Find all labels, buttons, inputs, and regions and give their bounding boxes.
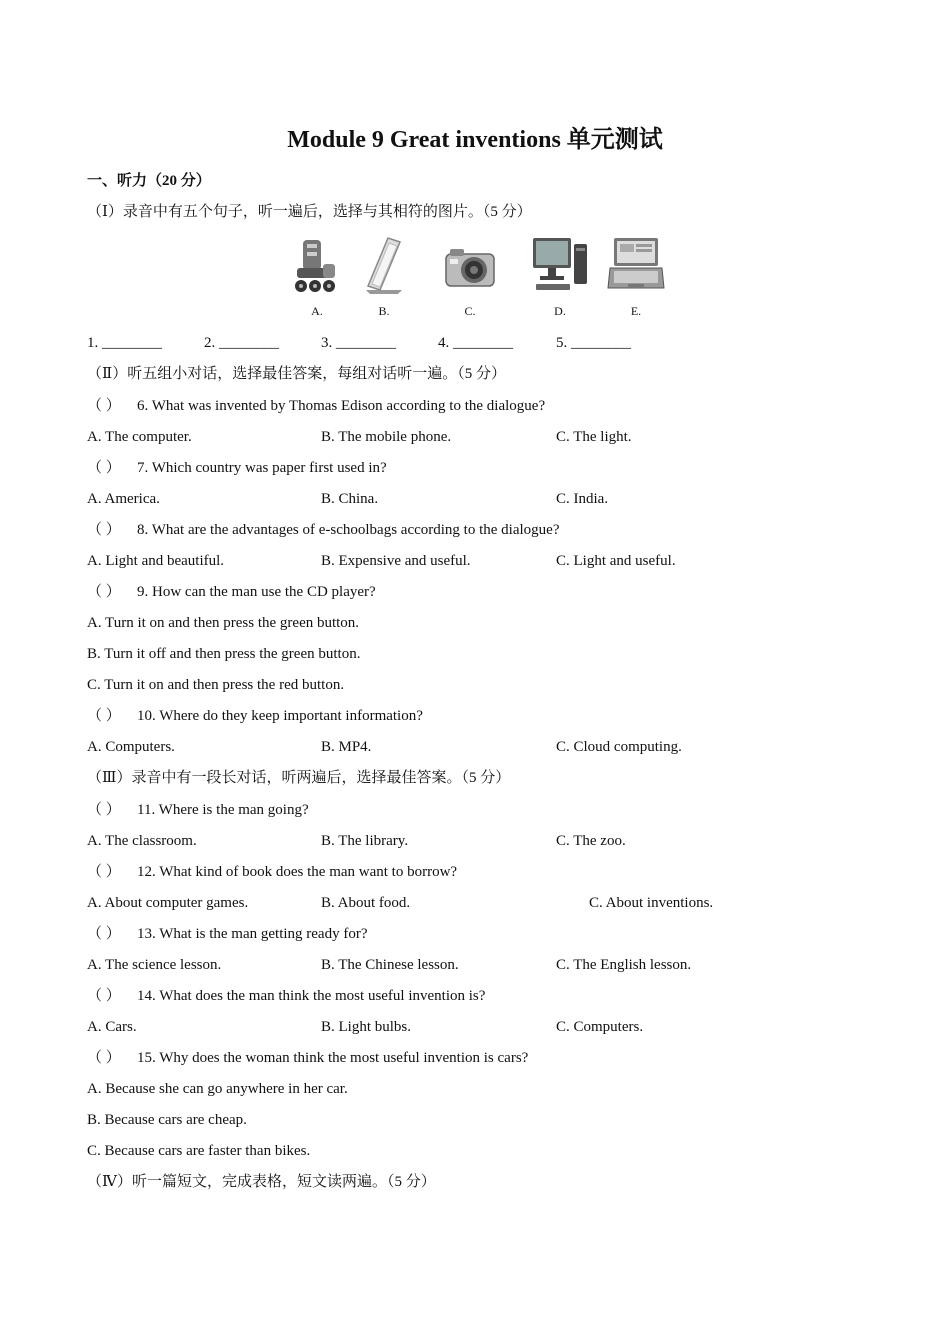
- option-7a: A. America.: [87, 491, 160, 507]
- part1-instruction: （Ⅰ）录音中有五个句子，听一遍后，选择与其相符的图片。（5 分）: [87, 204, 532, 220]
- option-7c: C. India.: [556, 491, 609, 507]
- answer-blank-1[interactable]: 1. ________: [87, 335, 162, 351]
- answer-blank-2[interactable]: 2. ________: [204, 335, 279, 351]
- question-10: [87, 706, 423, 726]
- option-8a: A. Light and beautiful.: [87, 553, 225, 569]
- option-13c: C. The English lesson.: [556, 957, 692, 973]
- picture-c-label: C.: [464, 304, 476, 318]
- answer-blank-5[interactable]: 5. ________: [556, 335, 631, 351]
- question-7: [87, 458, 387, 478]
- question-12: [87, 862, 457, 882]
- question-11-text: 11. Where is the man going?: [137, 802, 309, 818]
- option-10b: B. MP4.: [321, 739, 372, 755]
- picture-a-label: A.: [311, 304, 323, 318]
- picture-options: [287, 234, 677, 318]
- option-10c: C. Cloud computing.: [556, 739, 682, 755]
- page-title: Module 9 Great inventions 单元测试: [287, 127, 663, 153]
- option-11b: B. The library.: [321, 833, 409, 849]
- question-6: [87, 396, 545, 416]
- option-9c: C. Turn it on and then press the red button.: [87, 677, 345, 693]
- option-6a: A. The computer.: [87, 429, 192, 445]
- answer-blank-3[interactable]: 3. ________: [321, 335, 396, 351]
- option-14a: A. Cars.: [87, 1019, 137, 1035]
- option-9b: B. Turn it off and then press the green button.: [87, 646, 361, 662]
- option-8c: C. Light and useful.: [556, 553, 676, 569]
- question-15: [87, 1048, 528, 1068]
- question-13: [87, 924, 368, 944]
- question-6-text: 6. What was invented by Thomas Edison according to the dialogue?: [137, 398, 546, 414]
- option-15c: C. Because cars are faster than bikes.: [87, 1143, 311, 1159]
- option-12b: B. About food.: [321, 895, 411, 911]
- option-14c: C. Computers.: [556, 1019, 644, 1035]
- answer-paren-10[interactable]: （ ）: [87, 708, 121, 724]
- question-14-text: 14. What does the man think the most useful invention is?: [137, 988, 486, 1004]
- answer-paren-6[interactable]: （ ）: [87, 398, 121, 414]
- question-8-text: 8. What are the advantages of e-schoolbags according to the dialogue?: [137, 522, 560, 538]
- question-13-text: 13. What is the man getting ready for?: [137, 926, 368, 942]
- roller-skates-icon: [287, 234, 347, 298]
- picture-b-label: B.: [378, 304, 390, 318]
- answer-blank-4[interactable]: 4. ________: [438, 335, 513, 351]
- option-10a: A. Computers.: [87, 739, 175, 755]
- option-7b: B. China.: [321, 491, 379, 507]
- option-9a: A. Turn it on and then press the green button.: [87, 615, 360, 631]
- answer-paren-7[interactable]: （ ）: [87, 460, 121, 476]
- answer-paren-8[interactable]: （ ）: [87, 522, 121, 538]
- question-14: [87, 986, 485, 1006]
- option-11a: A. The classroom.: [87, 833, 197, 849]
- part4-instruction: （Ⅳ）听一篇短文，完成表格，短文读两遍。（5 分）: [87, 1174, 436, 1190]
- option-15b: B. Because cars are cheap.: [87, 1112, 247, 1128]
- question-12-text: 12. What kind of book does the man want to borrow?: [137, 864, 458, 880]
- picture-e-label: E.: [630, 304, 642, 318]
- picture-d: [530, 234, 590, 318]
- option-6c: C. The light.: [556, 429, 632, 445]
- option-6b: B. The mobile phone.: [321, 429, 452, 445]
- picture-b: [354, 234, 414, 318]
- section-heading-listening: 一、听力（20 分）: [87, 173, 211, 189]
- option-13b: B. The Chinese lesson.: [321, 957, 459, 973]
- question-8: [87, 520, 559, 540]
- option-14b: B. Light bulbs.: [321, 1019, 412, 1035]
- question-11: [87, 800, 309, 820]
- option-8b: B. Expensive and useful.: [321, 553, 471, 569]
- option-13a: A. The science lesson.: [87, 957, 222, 973]
- answer-paren-12[interactable]: （ ）: [87, 864, 121, 880]
- desktop-computer-icon: [530, 234, 590, 298]
- mobile-phone-icon: [354, 234, 414, 298]
- option-11c: C. The zoo.: [556, 833, 626, 849]
- picture-e: [606, 234, 666, 318]
- part2-instruction: （Ⅱ）听五组小对话，选择最佳答案，每组对话听一遍。（5 分）: [87, 366, 506, 382]
- option-12a: A. About computer games.: [87, 895, 249, 911]
- picture-d-label: D.: [554, 304, 566, 318]
- answer-paren-13[interactable]: （ ）: [87, 926, 121, 942]
- question-9: [87, 582, 376, 602]
- option-15a: A. Because she can go anywhere in her car.: [87, 1081, 348, 1097]
- question-9-text: 9. How can the man use the CD player?: [137, 584, 376, 600]
- option-12c: C. About inventions.: [589, 895, 714, 911]
- question-10-text: 10. Where do they keep important information?: [137, 708, 423, 724]
- question-15-text: 15. Why does the woman think the most useful invention is cars?: [137, 1050, 529, 1066]
- question-7-text: 7. Which country was paper first used in?: [137, 460, 387, 476]
- answer-paren-11[interactable]: （ ）: [87, 802, 121, 818]
- answer-paren-15[interactable]: （ ）: [87, 1050, 121, 1066]
- picture-c: [440, 234, 500, 318]
- part3-instruction: （Ⅲ）录音中有一段长对话，听两遍后，选择最佳答案。（5 分）: [87, 770, 511, 786]
- answer-paren-14[interactable]: （ ）: [87, 988, 121, 1004]
- camera-icon: [440, 234, 500, 298]
- picture-a: [287, 234, 347, 318]
- laptop-icon: [606, 234, 666, 298]
- answer-paren-9[interactable]: （ ）: [87, 584, 121, 600]
